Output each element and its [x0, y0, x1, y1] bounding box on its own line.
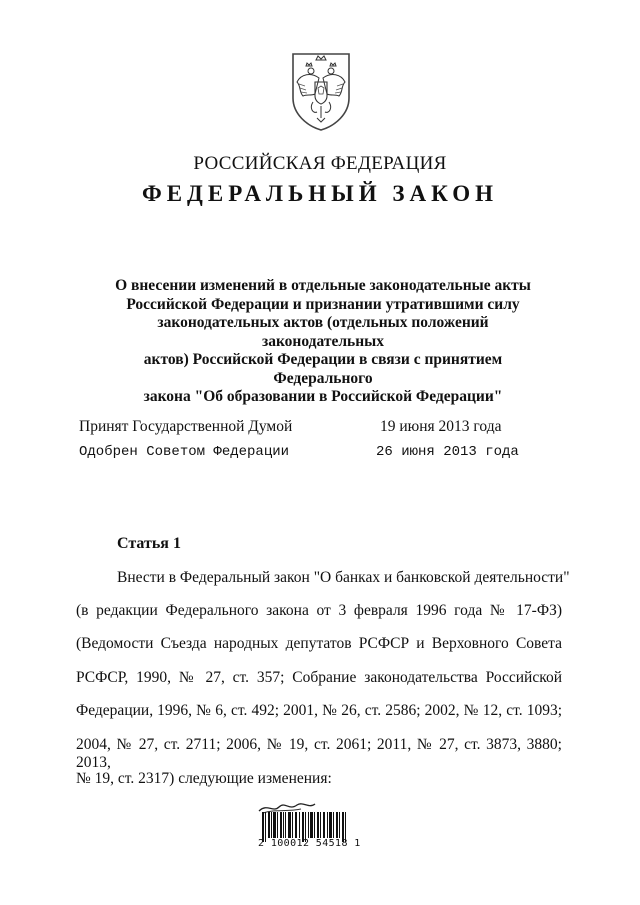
duma-adoption-label: Принят Государственной Думой	[79, 418, 293, 435]
barcode-number: 2 100012 54518 1	[258, 838, 361, 849]
law-title	[110, 277, 536, 407]
law-title-line: О внесении изменений в отдельные законодательные акты	[115, 277, 531, 294]
law-title-line: законодательных актов (отдельных положений законодательных	[157, 314, 489, 350]
article-text-line: № 19, ст. 2317) следующие изменения:	[76, 770, 332, 787]
country-name: РОССИЙСКАЯ ФЕДЕРАЦИЯ	[193, 153, 447, 174]
article-text-line: (Ведомости Съезда народных депутатов РСФСР и Верховного Совета	[76, 635, 562, 652]
article-text-line: РСФСР, 1990, № 27, ст. 357; Собрание законодательства Российской	[76, 669, 562, 686]
article-heading: Статья 1	[117, 535, 181, 552]
council-approval-date: 26 июня 2013 года	[376, 444, 519, 460]
article-text-line: Внести в Федеральный закон "О банках и банковской деятельности"	[117, 569, 570, 586]
document-type: ФЕДЕРАЛЬНЫЙ ЗАКОН	[141, 181, 499, 206]
article-text-line: Федерации, 1996, № 6, ст. 492; 2001, № 26, ст. 2586; 2002, № 12, ст. 1093;	[76, 702, 562, 719]
coat-of-arms-icon	[289, 52, 353, 132]
article-text-line: 2004, № 27, ст. 2711; 2006, № 19, ст. 2061; 2011, № 27, ст. 3873, 3880; 2013,	[76, 736, 562, 771]
law-title-line: актов) Российской Федерации в связи с принятием Федерального	[143, 351, 503, 387]
article-text-line: (в редакции Федерального закона от 3 февраля 1996 года № 17-ФЗ)	[76, 602, 562, 619]
duma-adoption-date: 19 июня 2013 года	[380, 418, 502, 435]
law-title-line: закона "Об образовании в Российской Федерации"	[143, 388, 503, 405]
law-title-line: Российской Федерации и признании утратившими силу	[126, 295, 520, 313]
council-approval-label: Одобрен Советом Федерации	[79, 444, 290, 460]
